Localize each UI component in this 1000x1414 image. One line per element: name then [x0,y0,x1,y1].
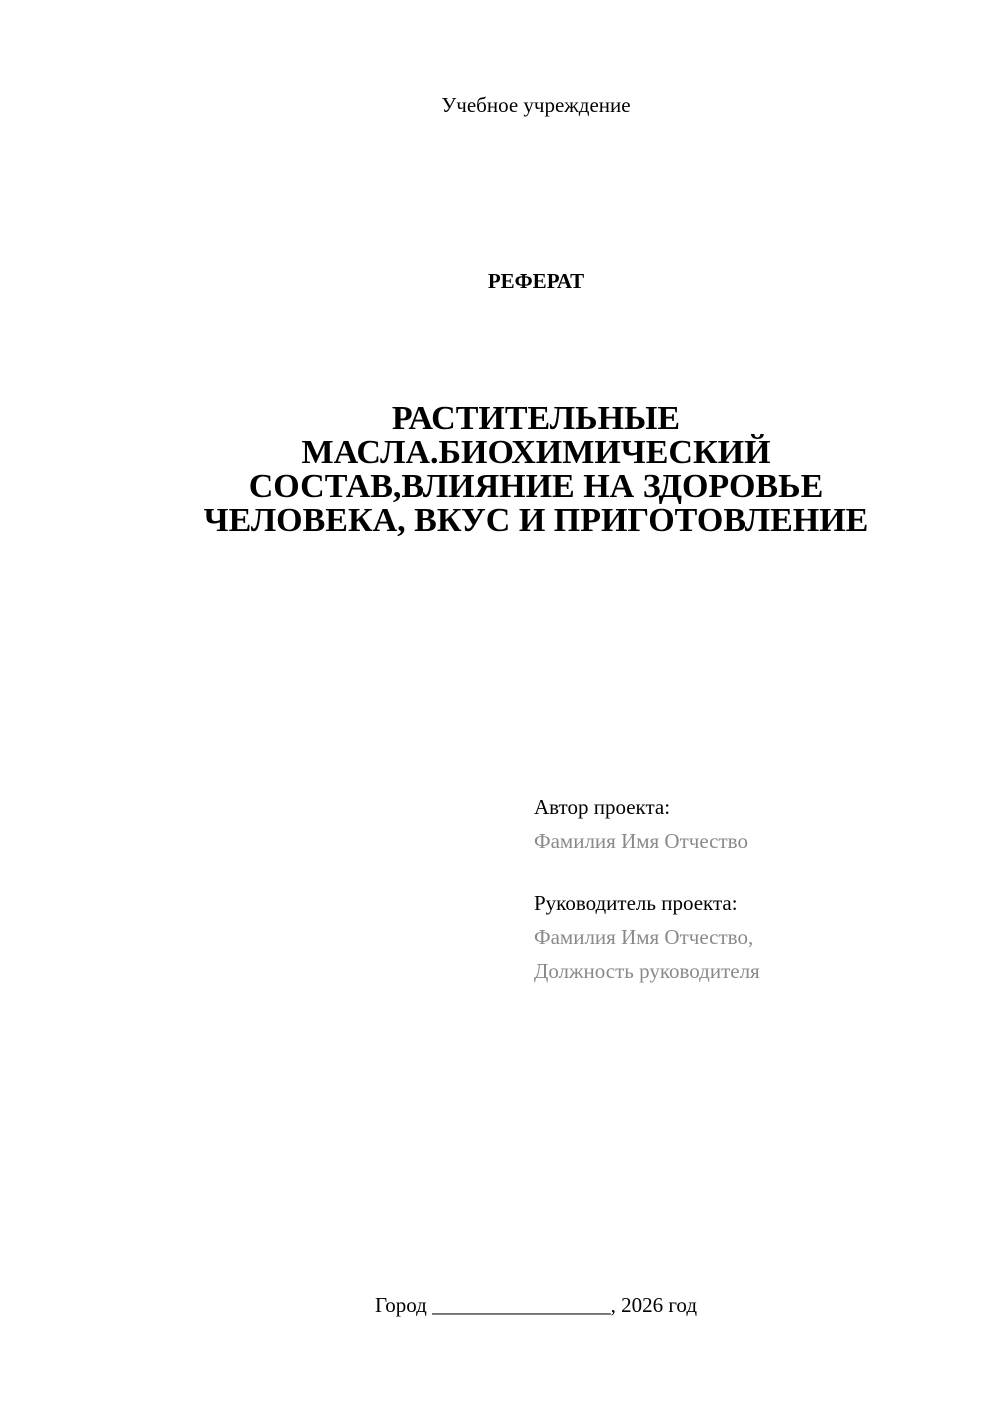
city-year-line: Город _________________, 2026 год [374,1293,698,1317]
institution-name: Учебное учреждение [441,93,631,117]
spacer [534,858,974,886]
supervisor-position: Должность руководителя [534,959,760,983]
author-name: Фамилия Имя Отчество [534,829,748,853]
author-label: Автор проекта: [534,795,671,819]
title-line: СОСТАВ,ВЛИЯНИЕ НА ЗДОРОВЬЕ [248,468,824,505]
title-line: РАСТИТЕЛЬНЫЕ [391,400,681,437]
supervisor-label: Руководитель проекта: [534,891,738,915]
authors-block [534,790,974,988]
supervisor-name: Фамилия Имя Отчество, [534,925,754,949]
title-line: ЧЕЛОВЕКА, ВКУС И ПРИГОТОВЛЕНИЕ [203,502,869,539]
document-type: РЕФЕРАТ [487,269,585,293]
title-line: МАСЛА.БИОХИМИЧЕСКИЙ [301,434,771,471]
document-title [130,402,942,538]
